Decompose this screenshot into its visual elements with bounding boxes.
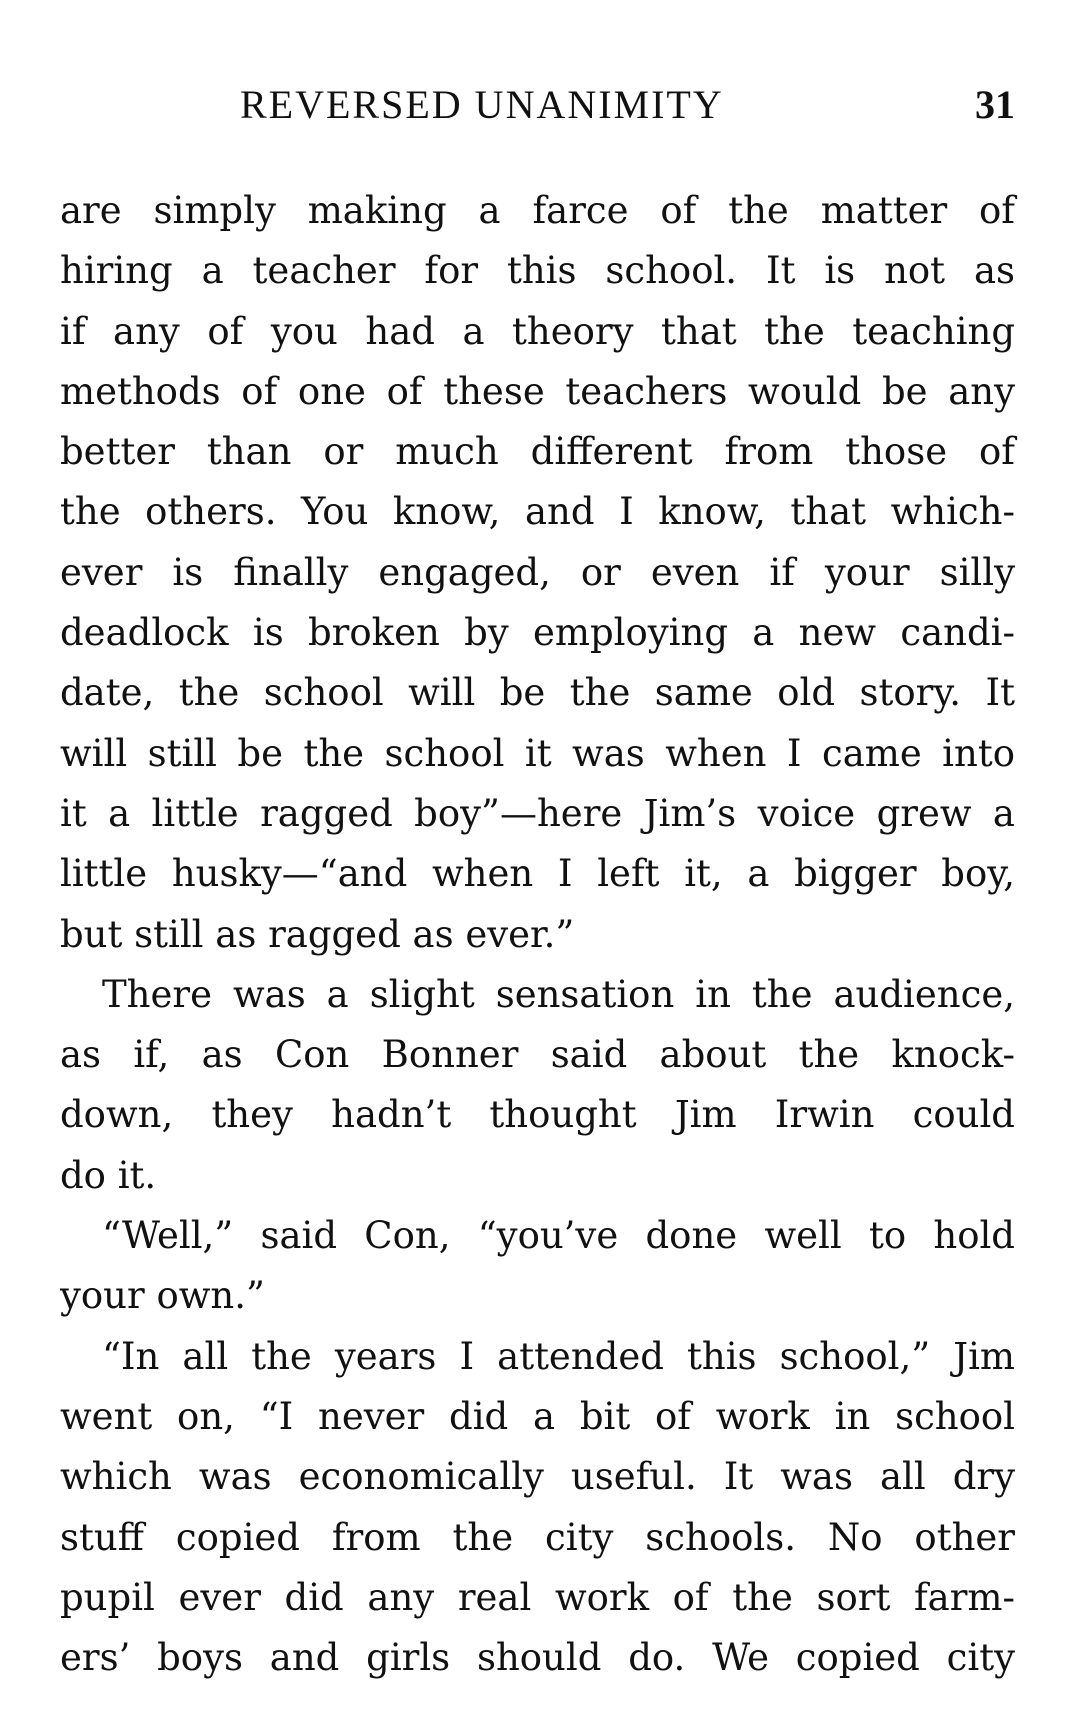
running-header	[60, 80, 1015, 130]
text-line: which was economically useful. It was all dry	[60, 1455, 1015, 1499]
text-line: down, they hadn’t thought Jim Irwin could	[60, 1093, 1015, 1137]
text-line: “In all the years I attended this school,” Jim	[102, 1334, 1015, 1378]
text-line: your own.”	[60, 1274, 265, 1318]
text-line: it a little ragged boy”—here Jim’s voice grew a	[60, 791, 1015, 835]
text-line: deadlock is broken by employing a new candi-	[60, 611, 1015, 655]
text-line: “Well,” said Con, “you’ve done well to hold	[102, 1214, 1015, 1258]
text-line: ever is finally engaged, or even if your silly	[60, 550, 1015, 594]
paragraph	[60, 965, 1015, 1206]
paragraph	[60, 1206, 1015, 1327]
text-line: if any of you had a theory that the teaching	[60, 309, 1015, 353]
text-line: will still be the school it was when I came into	[60, 731, 1015, 775]
text-line: hiring a teacher for this school. It is not as	[60, 249, 1015, 293]
text-line: date, the school will be the same old story. It	[60, 671, 1015, 715]
text-line: methods of one of these teachers would be any	[60, 369, 1015, 413]
paragraph	[60, 181, 1015, 965]
text-line: stuff copied from the city schools. No other	[60, 1515, 1015, 1559]
text-line: better than or much different from those of	[60, 430, 1015, 474]
paragraph	[60, 1327, 1015, 1689]
text-line: little husky—“and when I left it, a bigger boy,	[60, 852, 1015, 896]
text-line: but still as ragged as ever.”	[60, 912, 575, 956]
text-line: as if, as Con Bonner said about the knock-	[60, 1033, 1015, 1077]
running-title: REVERSED UNANIMITY	[240, 82, 724, 127]
text-line: do it.	[60, 1153, 157, 1197]
text-line: are simply making a farce of the matter of	[60, 189, 1015, 232]
text-line: pupil ever did any real work of the sort farm-	[60, 1575, 1015, 1619]
text-line: went on, “I never did a bit of work in school	[60, 1394, 1015, 1438]
body-text	[60, 181, 1015, 1688]
text-line: ers’ boys and girls should do. We copied city	[60, 1636, 1015, 1680]
page-number: 31	[975, 82, 1015, 127]
text-line: There was a slight sensation in the audience,	[102, 972, 1015, 1016]
text-line: the others. You know, and I know, that which-	[60, 490, 1015, 534]
